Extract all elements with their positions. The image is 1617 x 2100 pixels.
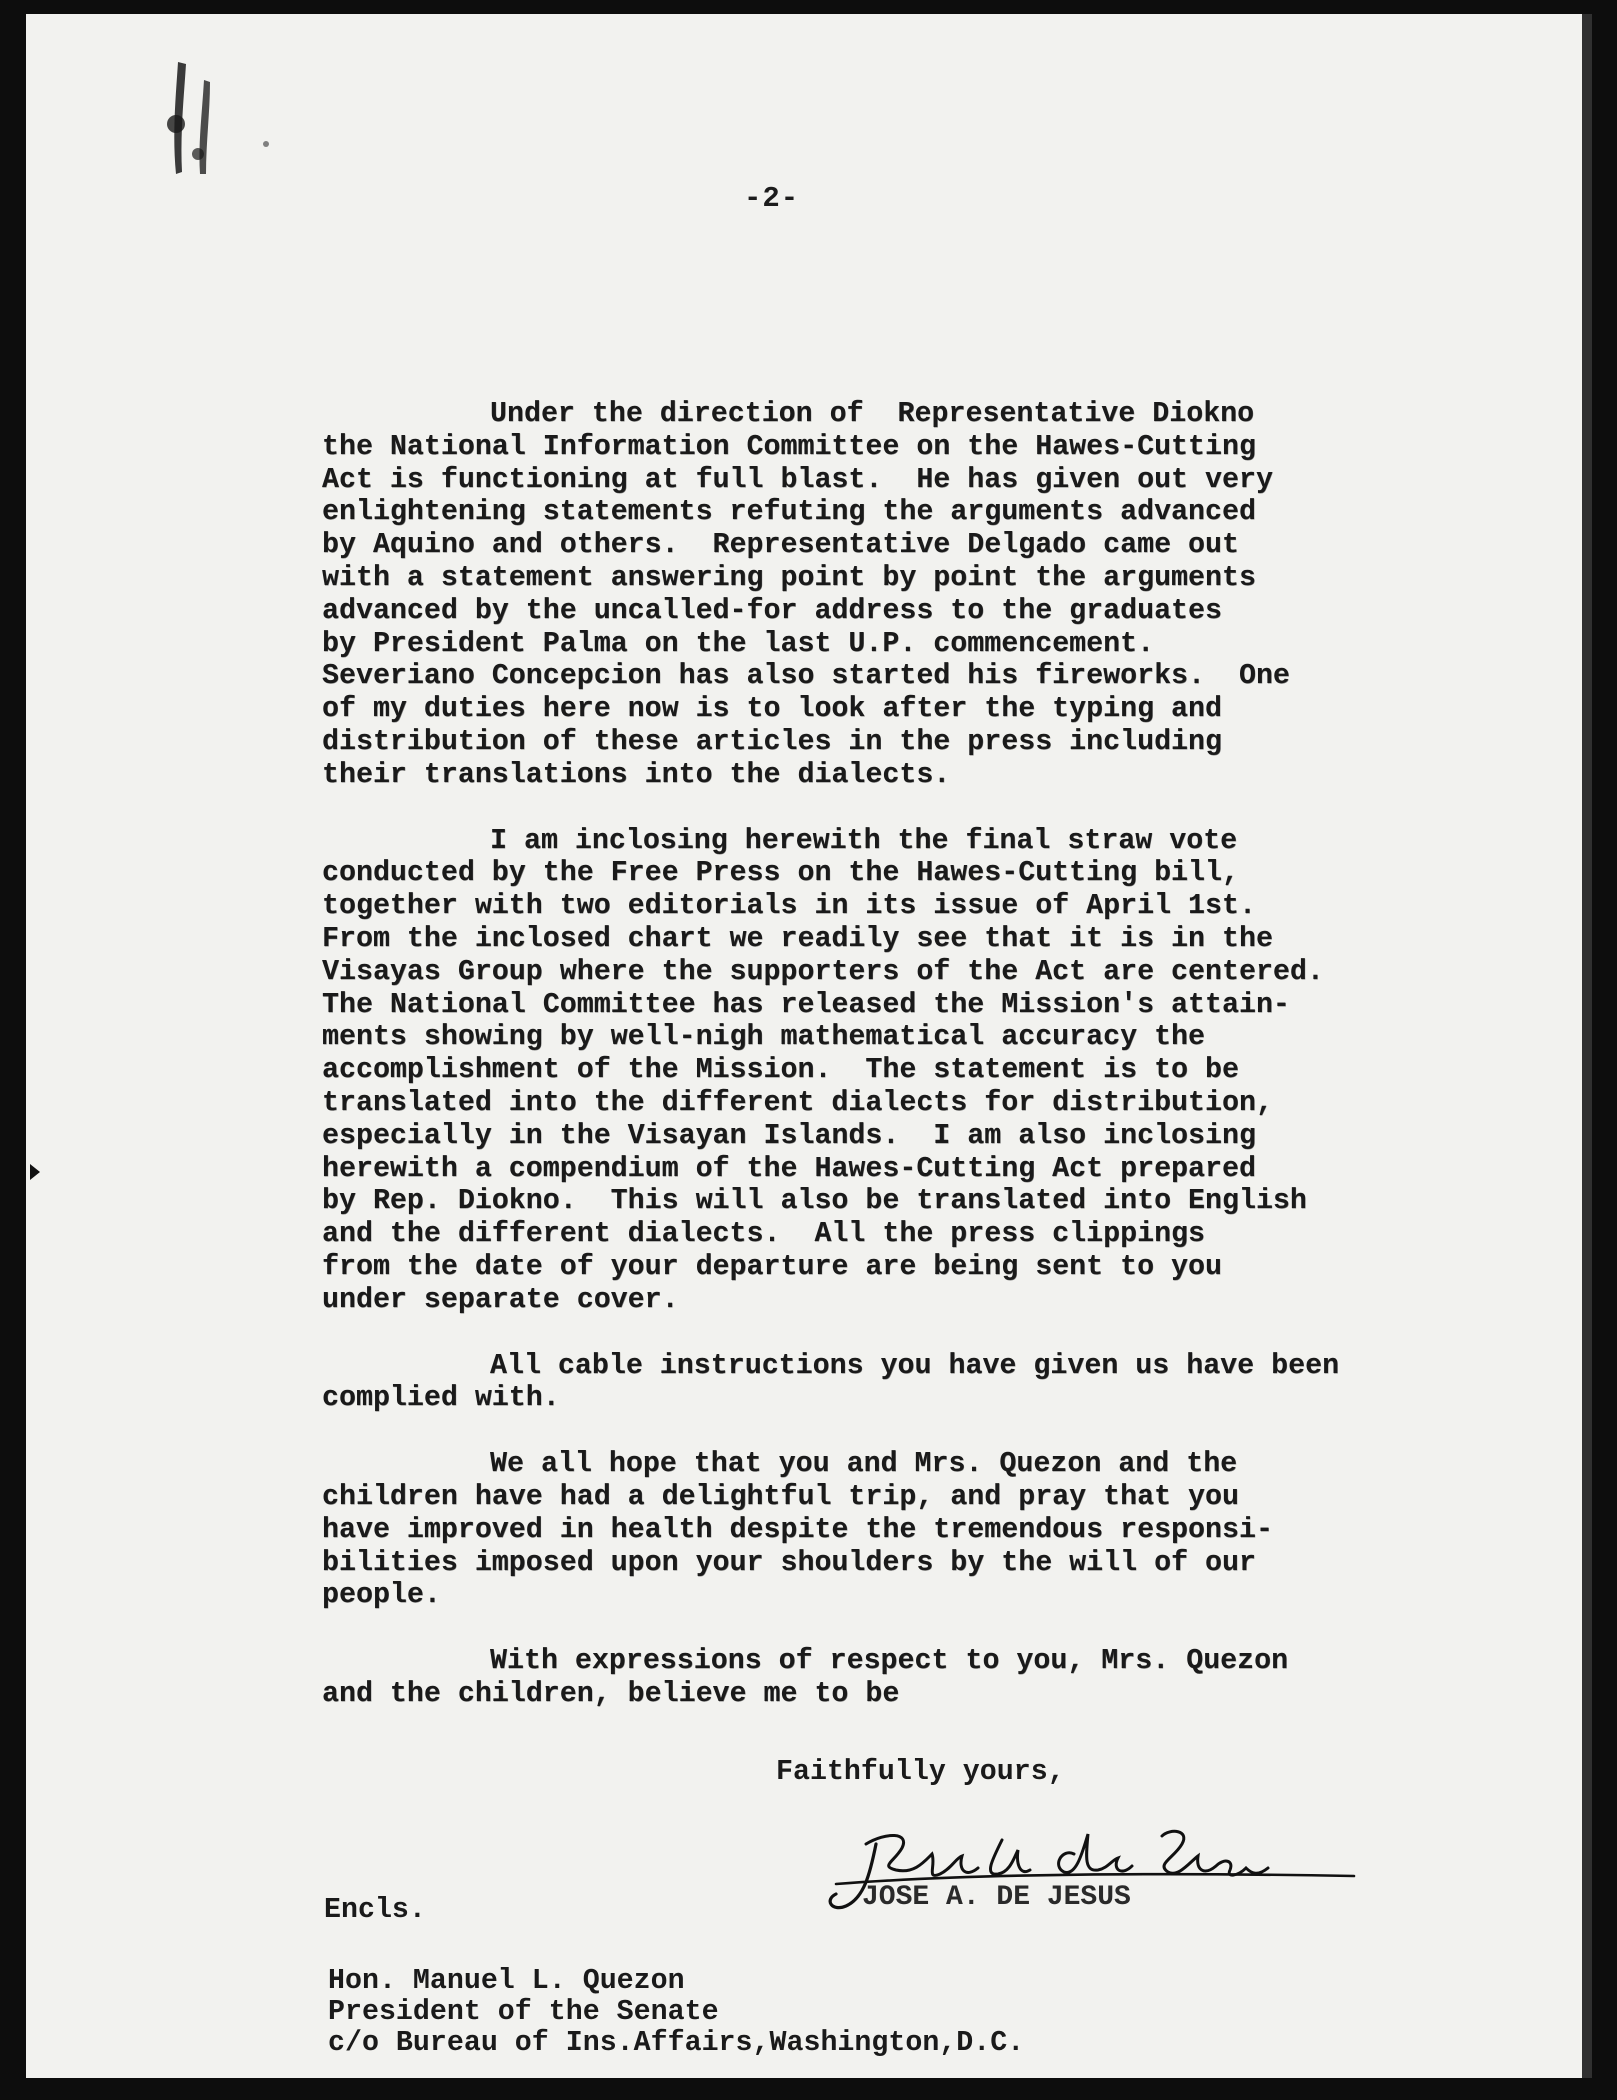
text-line: Under the direction of Representative Diokno [490, 398, 1255, 430]
text-line: distribution of these articles in the press including [322, 725, 1222, 758]
text-line: herewith a compendium of the Hawes-Cutting Act prepared [322, 1152, 1256, 1185]
text-line: by Aquino and others. Representative Delgado came out [322, 529, 1239, 562]
text-line: translated into the different dialects for distribution, [322, 1086, 1273, 1119]
addressee-title: President of the Senate [328, 1996, 719, 2028]
addressee-care-of: c/o Bureau of Ins.Affairs,Washington,D.C. [328, 2027, 1025, 2059]
text-line: by Rep. Diokno. This will also be translated into English [322, 1185, 1307, 1218]
text-line: conducted by the Free Press on the Hawes-Cutting bill, [322, 857, 1239, 890]
text-line: All cable instructions you have given us have been [490, 1349, 1340, 1382]
paragraph-cable-instructions [322, 1350, 1482, 1416]
page-number: -2- [744, 182, 800, 215]
text-line: accomplishment of the Mission. The statement is to be [322, 1054, 1239, 1087]
letter-body [322, 398, 1482, 1744]
closing-salutation: Faithfully yours, [776, 1756, 1065, 1788]
text-line: bilities imposed upon your shoulders by the will of our [322, 1546, 1256, 1579]
enclosures-note: Encls. [324, 1894, 426, 1926]
text-line: I am inclosing herewith the final straw vote [490, 824, 1238, 857]
paragraph-committee [322, 398, 1482, 792]
text-line: especially in the Visayan Islands. I am also inclosing [322, 1119, 1256, 1152]
text-line: ments showing by well-nigh mathematical accuracy the [322, 1021, 1206, 1054]
text-line: have improved in health despite the tremendous responsi- [322, 1513, 1273, 1546]
text-line: under separate cover. [322, 1283, 679, 1316]
text-line: advanced by the uncalled-for address to the graduates [322, 594, 1222, 627]
text-line: With expressions of respect to you, Mrs. Quezon [490, 1645, 1289, 1678]
addressee-block [328, 1966, 1024, 2059]
text-line: from the date of your departure are being sent to you [322, 1250, 1222, 1283]
text-line: and the different dialects. All the press clippings [322, 1218, 1206, 1251]
text-line: The National Committee has released the Mission's attain- [322, 988, 1290, 1021]
text-line: children have had a delightful trip, and pray that you [322, 1480, 1239, 1513]
text-line: and the children, believe me to be [322, 1677, 900, 1710]
text-line: the National Information Committee on the Hawes-Cutting [322, 430, 1256, 463]
paragraph-respects [322, 1645, 1482, 1711]
text-line: Severiano Concepcion has also started his fireworks. One [322, 660, 1290, 693]
addressee-name: Hon. Manuel L. Quezon [328, 1965, 685, 1997]
paragraph-straw-vote [322, 825, 1482, 1317]
text-line: Act is functioning at full blast. He has given out very [322, 463, 1273, 496]
signer-name: JOSE A. DE JESUS [862, 1882, 1131, 1913]
paragraph-wishes [322, 1448, 1482, 1612]
text-line: From the inclosed chart we readily see that it is in the [322, 922, 1273, 955]
text-line: Visayas Group where the supporters of the Act are centered. [322, 955, 1324, 988]
text-line: complied with. [322, 1382, 560, 1415]
text-line: their translations into the dialects. [322, 758, 951, 791]
text-line: of my duties here now is to look after the typing and [322, 693, 1222, 726]
text-line: by President Palma on the last U.P. commencement. [322, 627, 1155, 660]
text-line: We all hope that you and Mrs. Quezon and the [490, 1448, 1238, 1481]
letter-page [26, 14, 1592, 2078]
text-line: enlightening statements refuting the arguments advanced [322, 496, 1256, 529]
text-line: with a statement answering point by point the arguments [322, 561, 1256, 594]
text-line: people. [322, 1579, 441, 1612]
text-line: together with two editorials in its issue of April 1st. [322, 890, 1256, 923]
